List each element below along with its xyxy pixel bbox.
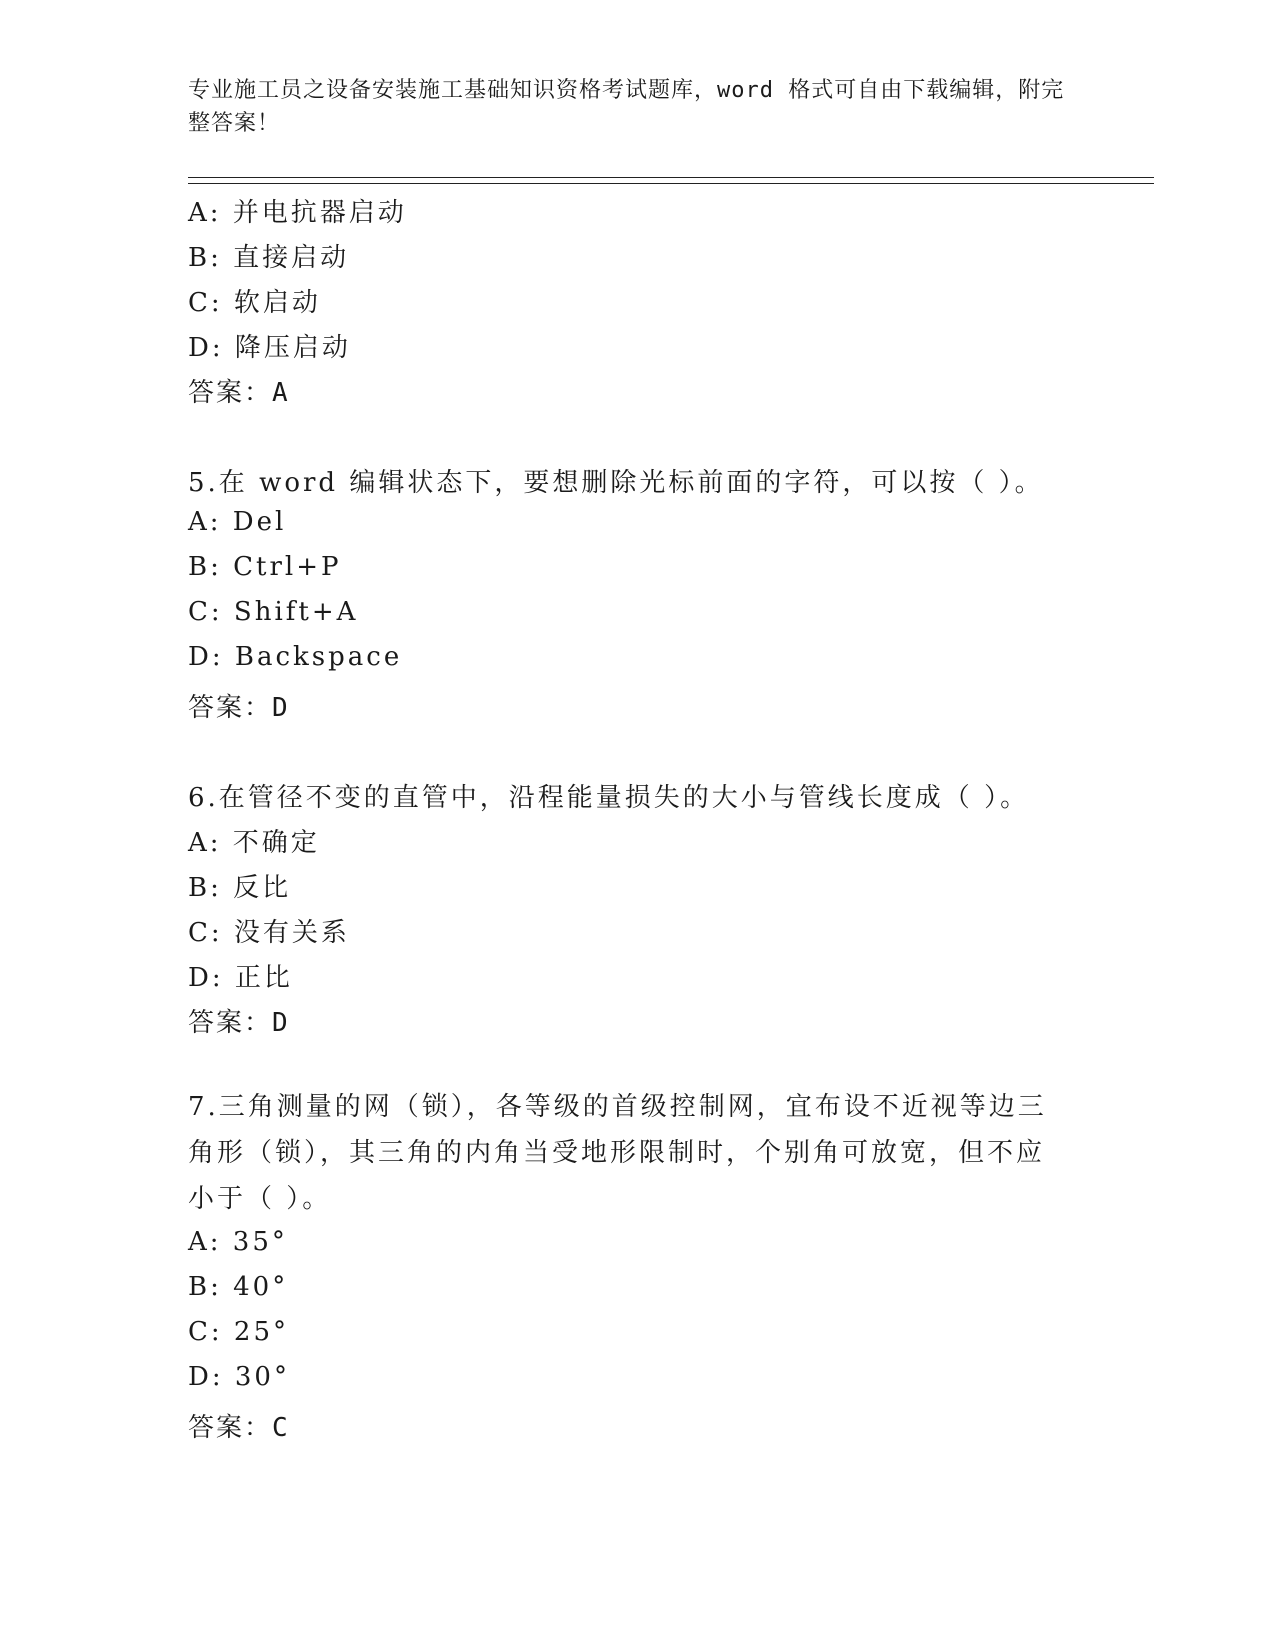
q6-answer-label: 答案： [188, 1008, 273, 1038]
q5-option-b: B: Ctrl+P [188, 552, 342, 582]
q5-answer-value: D [272, 693, 290, 723]
q6-answer-value: D [272, 1008, 290, 1038]
q4-option-b: B: 直接启动 [188, 243, 350, 273]
q7-answer-value: C [272, 1413, 290, 1443]
q7-option-d: D: 30° [188, 1362, 290, 1392]
q5-option-c: C: Shift+A [188, 597, 359, 627]
q4-option-c: C: 软启动 [188, 288, 321, 318]
q4-option-d: D: 降压启动 [188, 333, 351, 363]
header-rule-top [188, 177, 1154, 178]
q6-answer [188, 1002, 290, 1039]
q4-answer-value: A [272, 378, 290, 408]
q6-question: 6.在管径不变的直管中，沿程能量损失的大小与管线长度成（ ）。 [188, 783, 1030, 813]
q6-option-a: A: 不确定 [188, 828, 320, 858]
q5-answer [188, 687, 290, 724]
q6-option-d: D: 正比 [188, 963, 293, 993]
document-header: 专业施工员之设备安装施工基础知识资格考试题库，word 格式可自由下载编辑，附完整答案！ [188, 78, 1065, 136]
q4-answer-label: 答案： [188, 378, 273, 408]
header-rule-bottom [188, 183, 1154, 184]
q5-answer-label: 答案： [188, 693, 273, 723]
q5-option-a: A: Del [188, 507, 287, 537]
q6-option-c: C: 没有关系 [188, 918, 350, 948]
q7-option-a: A: 35° [188, 1227, 288, 1257]
q4-answer [188, 372, 290, 409]
q6-option-b: B: 反比 [188, 873, 292, 903]
q5-option-d: D: Backspace [188, 642, 403, 672]
q7-option-c: C: 25° [188, 1317, 290, 1347]
q7-answer [188, 1407, 290, 1444]
q7-answer-label: 答案： [188, 1413, 273, 1443]
q5-question: 5.在 word 编辑状态下，要想删除光标前面的字符，可以按（ ）。 [188, 468, 1044, 498]
q4-option-a: A: 并电抗器启动 [188, 198, 407, 228]
q7-question: 7.三角测量的网（锁），各等级的首级控制网，宜布设不近视等边三角形（锁），其三角的内角当受地形限制时，个别角可放宽，但不应小于（ ）。 [188, 1092, 1047, 1214]
q7-option-b: B: 40° [188, 1272, 289, 1302]
